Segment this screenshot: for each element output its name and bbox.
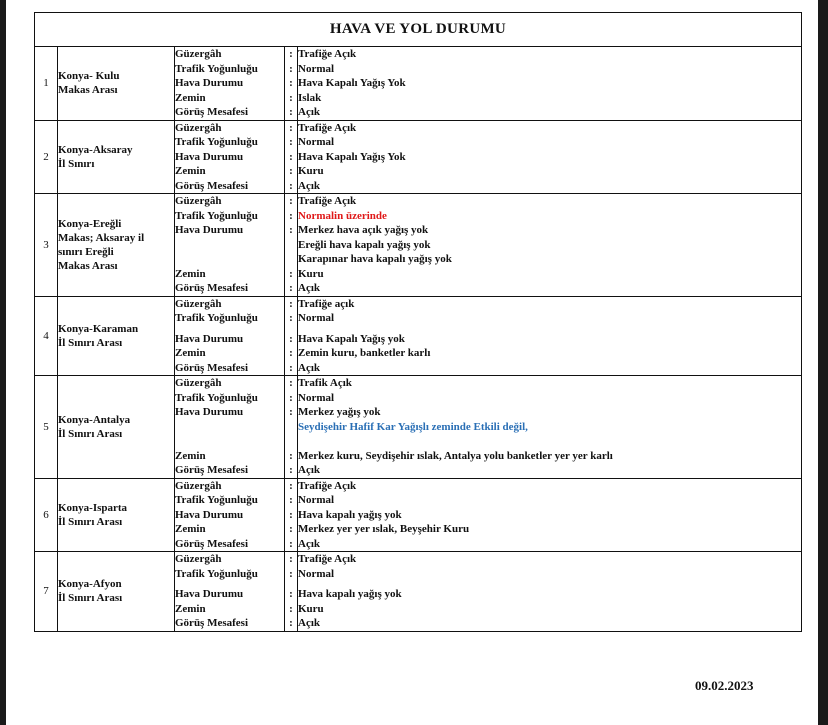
visibility-value: Açık bbox=[298, 361, 320, 374]
route-status: Trafiğe Açık bbox=[298, 195, 357, 207]
table-row bbox=[35, 47, 802, 121]
route-status: Trafiğe Açık bbox=[298, 553, 357, 565]
visibility-value: Açık bbox=[298, 106, 320, 118]
field-values bbox=[298, 552, 802, 632]
scan-edge-right bbox=[818, 0, 828, 725]
traffic-value: Normal bbox=[298, 494, 335, 506]
colon-column: : : : : : bbox=[285, 296, 298, 376]
weather-value: Hava Kapalı Yağış yok bbox=[298, 332, 405, 345]
traffic-value: Normal bbox=[298, 62, 335, 75]
ground-value: Kuru bbox=[298, 602, 324, 615]
colon-column: : : : : : bbox=[285, 376, 298, 479]
traffic-value: Normal bbox=[298, 391, 335, 404]
field-values bbox=[298, 376, 802, 479]
field-labels: Güzergâh Trafik Yoğunluğu Hava Durumu Zemin Görüş Mesafesi bbox=[175, 478, 285, 552]
row-number: 3 bbox=[35, 194, 58, 297]
row-number: 6 bbox=[35, 478, 58, 552]
route-status: Trafiğe Açık bbox=[298, 121, 357, 134]
weather-value: Merkez yağış yok bbox=[298, 406, 381, 418]
route-name: Konya-Afyon İl Sınırı Arası bbox=[58, 552, 175, 632]
colon-column: : : : : : bbox=[285, 478, 298, 552]
table-row bbox=[35, 120, 802, 194]
field-values bbox=[298, 194, 802, 297]
table-row bbox=[35, 478, 802, 552]
weather-value: Ereğli hava kapalı yağış yok bbox=[298, 238, 431, 251]
visibility-value: Açık bbox=[298, 537, 320, 550]
table-title: HAVA VE YOL DURUMU bbox=[35, 13, 802, 47]
title-row bbox=[35, 13, 802, 47]
row-number: 5 bbox=[35, 376, 58, 479]
ground-value: Merkez kuru, Seydişehir ıslak, Antalya yolu banketler yer yer karlı bbox=[298, 449, 613, 462]
table-row bbox=[35, 194, 802, 297]
route-name: Konya- Kulu Makas Arası bbox=[58, 47, 175, 121]
table-row bbox=[35, 376, 802, 479]
route-name: Konya-Ereğli Makas; Aksaray il sınırı Ereğli Makas Arası bbox=[58, 194, 175, 297]
ground-value: Kuru bbox=[298, 165, 324, 177]
weather-value: Hava Kapalı Yağış Yok bbox=[298, 77, 406, 89]
weather-road-table bbox=[34, 12, 802, 632]
ground-value: Kuru bbox=[298, 267, 324, 280]
ground-value: Zemin kuru, banketler karlı bbox=[298, 347, 431, 359]
route-status: Trafik Açık bbox=[298, 377, 352, 389]
field-values bbox=[298, 478, 802, 552]
weather-value: Hava kapalı yağış yok bbox=[298, 508, 402, 521]
colon-column: : : : : : bbox=[285, 194, 298, 297]
traffic-value-alert: Normalin üzerinde bbox=[298, 209, 387, 222]
field-labels: Güzergâh Trafik Yoğunluğu Hava Durumu Zemin Görüş Mesafesi bbox=[175, 120, 285, 194]
colon-column: : : : : : bbox=[285, 47, 298, 121]
field-labels: Güzergâh Trafik Yoğunluğu Hava Durumu Zemin Görüş Mesafesi bbox=[175, 376, 285, 479]
route-name: Konya-Isparta İl Sınırı Arası bbox=[58, 478, 175, 552]
row-number: 2 bbox=[35, 120, 58, 194]
weather-value: Hava Kapalı Yağış Yok bbox=[298, 150, 406, 163]
field-values bbox=[298, 47, 802, 121]
weather-value: Hava kapalı yağış yok bbox=[298, 588, 402, 600]
traffic-value: Normal bbox=[298, 136, 335, 148]
weather-value: Karapınar hava kapalı yağış yok bbox=[298, 253, 452, 265]
visibility-value: Açık bbox=[298, 282, 320, 294]
row-number: 7 bbox=[35, 552, 58, 632]
route-name: Konya-Antalya İl Sınırı Arası bbox=[58, 376, 175, 479]
field-labels: Güzergâh Trafik Yoğunluğu Hava Durumu Zemin Görüş Mesafesi bbox=[175, 552, 285, 632]
row-number: 1 bbox=[35, 47, 58, 121]
ground-value: Merkez yer yer ıslak, Beyşehir Kuru bbox=[298, 523, 470, 535]
ground-value: Islak bbox=[298, 91, 322, 104]
field-labels: Güzergâh Trafik Yoğunluğu Hava Durumu Zemin Görüş Mesafesi bbox=[175, 296, 285, 376]
weather-note: Seydişehir Hafif Kar Yağışlı zeminde Etkili değil, bbox=[298, 420, 528, 433]
table-row bbox=[35, 552, 802, 632]
field-values bbox=[298, 296, 802, 376]
colon-column: : : : : : bbox=[285, 120, 298, 194]
route-name: Konya-Aksaray İl Sınırı bbox=[58, 120, 175, 194]
report-date: 09.02.2023 bbox=[695, 678, 754, 693]
colon-column: : : : : : bbox=[285, 552, 298, 632]
field-values bbox=[298, 120, 802, 194]
route-status: Trafiğe Açık bbox=[298, 479, 357, 492]
table-row bbox=[35, 296, 802, 376]
route-status: Trafiğe Açık bbox=[298, 48, 357, 60]
traffic-value: Normal bbox=[298, 312, 335, 324]
traffic-value: Normal bbox=[298, 567, 335, 580]
field-labels: Güzergâh Trafik Yoğunluğu Hava Durumu Zemin Görüş Mesafesi bbox=[175, 47, 285, 121]
visibility-value: Açık bbox=[298, 179, 320, 192]
visibility-value: Açık bbox=[298, 464, 320, 476]
route-status: Trafiğe açık bbox=[298, 297, 355, 310]
route-name: Konya-Karaman İl Sınırı Arası bbox=[58, 296, 175, 376]
row-number: 4 bbox=[35, 296, 58, 376]
visibility-value: Açık bbox=[298, 617, 320, 629]
field-labels: Güzergâh Trafik Yoğunluğu Hava Durumu Zemin Görüş Mesafesi bbox=[175, 194, 285, 297]
weather-value: Merkez hava açık yağış yok bbox=[298, 224, 429, 236]
document-page bbox=[6, 0, 818, 725]
